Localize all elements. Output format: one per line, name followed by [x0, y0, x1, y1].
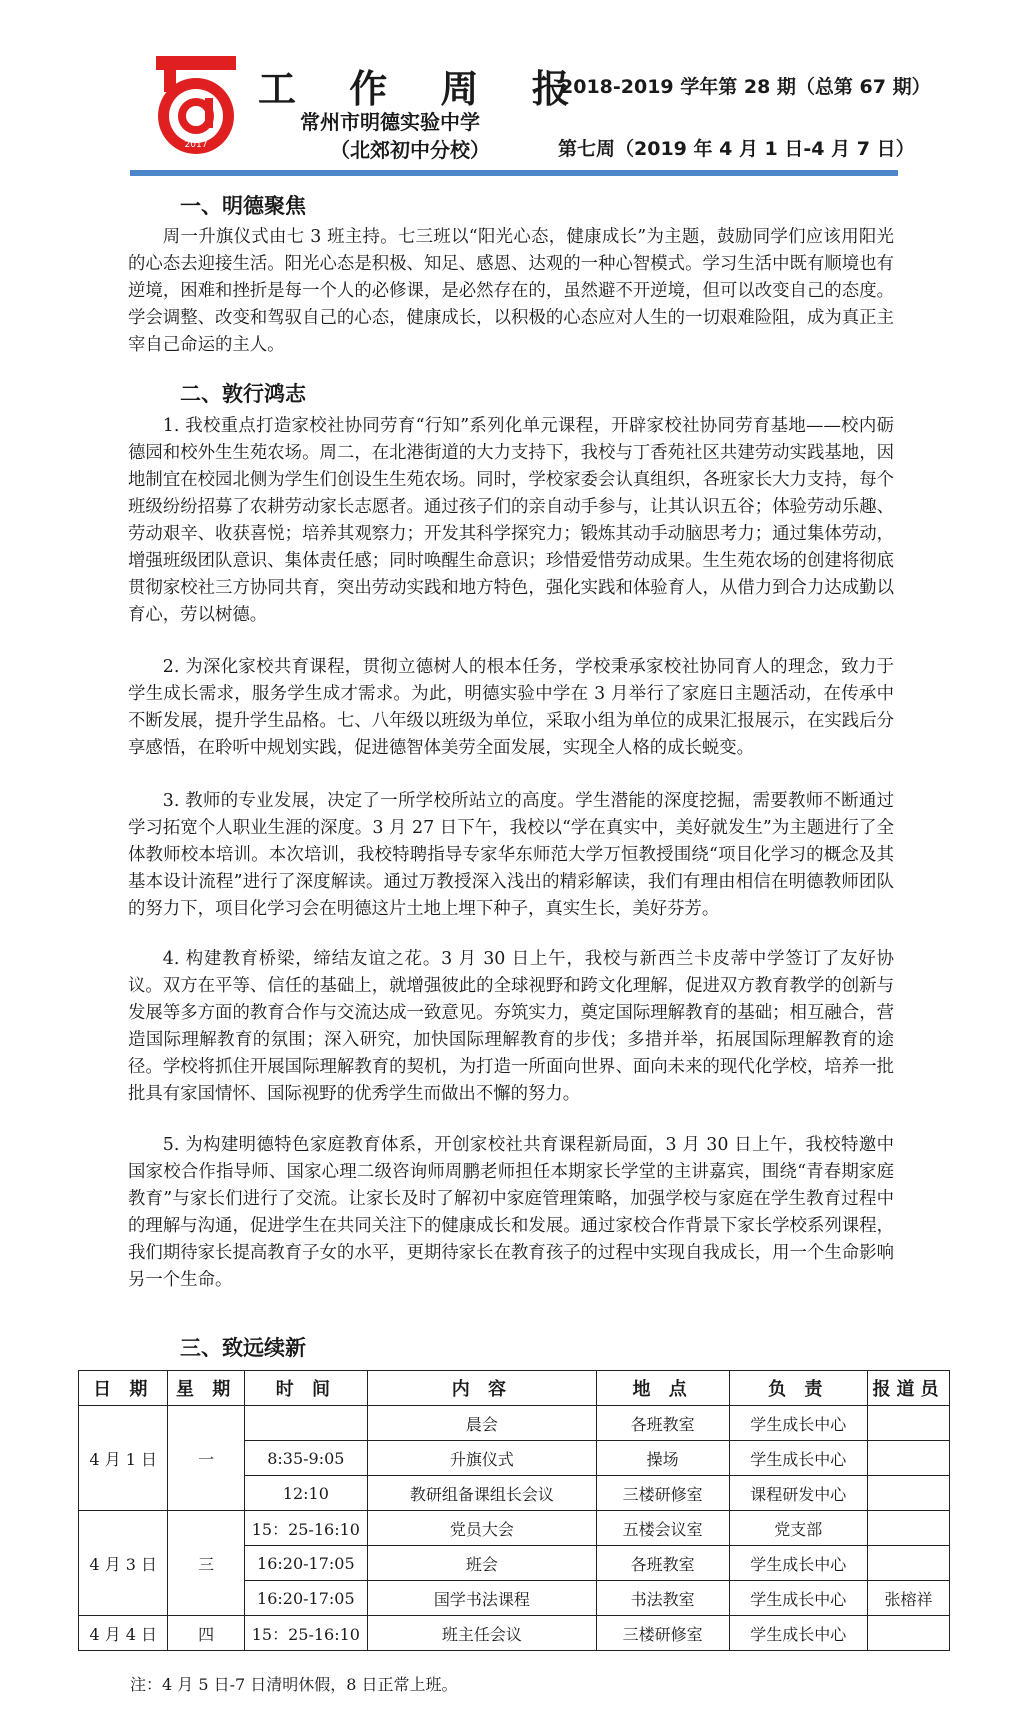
- cell-date: 4 月 3 日: [79, 1511, 168, 1616]
- logo-year: 2017: [184, 140, 208, 150]
- school-logo: [150, 52, 242, 164]
- cell-reporter: [868, 1406, 950, 1441]
- cell-owner: 课程研发中心: [729, 1476, 867, 1511]
- table-row: [79, 1616, 950, 1651]
- report-title: 工 作 周 报: [258, 67, 590, 111]
- col-reporter: 报道员: [868, 1371, 950, 1406]
- section-action-paragraph-4: 4. 构建教育桥梁，缔结友谊之花。3 月 30 日上午，我校与新西兰卡皮蒂中学签订了友好协议。双方在平等、信任的基础上，就增强彼此的全球视野和跨文化理解，促进双方教育教学的创新与发展等多方面的教育合作与交流达成一致意见。夯筑实力，奠定国际理解教育的基础；相互融合，营造国际理解教育的氛围；深入研究，加快国际理解教育的步伐；多措并举，拓展国际理解教育的途径。学校将抓住开展国际理解教育的契机，为打造一所面向世界、面向未来的现代化学校，培养一批批具有家国情怀、国际视野的优秀学生而做出不懈的努力。: [128, 949, 894, 1104]
- section-action-paragraph-3: 3. 教师的专业发展，决定了一所学校所站立的高度。学生潜能的深度挖掘，需要教师不断通过学习拓宽个人职业生涯的深度。3 月 27 日下午，我校以“学在真实中，美好就发生”为主题进行了全体教师校本培训。本次培训，我校特聘指导专家华东师范大学万恒教授围绕“项目化学习的概念及其基本设计流程”进行了深度解读。通过万教授深入浅出的精彩解读，我们有理由相信在明德教师团队的努力下，项目化学习会在明德这片土地上埋下种子，真实生长，美好芬芳。: [128, 791, 894, 919]
- cell-place: 三楼研修室: [596, 1476, 729, 1511]
- header-divider: [130, 170, 898, 176]
- cell-content: 国学书法课程: [367, 1581, 596, 1616]
- col-date: 日 期: [79, 1371, 168, 1406]
- cell-content: 晨会: [367, 1406, 596, 1441]
- cell-weekday: 一: [168, 1406, 244, 1511]
- cell-date: 4 月 4 日: [79, 1616, 168, 1651]
- cell-owner: 学生成长中心: [729, 1616, 867, 1651]
- cell-reporter: [868, 1511, 950, 1546]
- cell-owner: 学生成长中心: [729, 1441, 867, 1476]
- schedule-header-row: [79, 1371, 950, 1406]
- cell-weekday: 四: [168, 1616, 244, 1651]
- cell-content: 教研组备课组长会议: [367, 1476, 596, 1511]
- schedule-table: [78, 1370, 950, 1651]
- cell-place: 书法教室: [596, 1581, 729, 1616]
- cell-time: 8:35-9:05: [244, 1441, 367, 1476]
- section-action-paragraph-5: 5. 为构建明德特色家庭教育体系，开创家校社共育课程新局面，3 月 30 日上午，我校特邀中国家校合作指导师、国家心理二级咨询师周鹏老师担任本期家长学堂的主讲嘉宾，围绕“青春期家庭教育”与家长们进行了交流。让家长及时了解初中家庭管理策略，加强学校与家庭在学生教育过程中的理解与沟通，促进学生在共同关注下的健康成长和发展。通过家校合作背景下家长学校系列课程，我们期待家长提高教育子女的水平，更期待家长在教育孩子的过程中实现自我成长，用一个生命影响另一个生命。: [128, 1135, 894, 1290]
- cell-place: 各班教室: [596, 1406, 729, 1441]
- cell-time: 16:20-17:05: [244, 1581, 367, 1616]
- cell-content: 班主任会议: [367, 1616, 596, 1651]
- col-content: 内 容: [367, 1371, 596, 1406]
- table-row: [79, 1511, 950, 1546]
- col-time: 时 间: [244, 1371, 367, 1406]
- cell-reporter: [868, 1441, 950, 1476]
- cell-owner: 党支部: [729, 1511, 867, 1546]
- col-weekday: 星 期: [168, 1371, 244, 1406]
- cell-owner: 学生成长中心: [729, 1546, 867, 1581]
- cell-time: 15：25-16:10: [244, 1511, 367, 1546]
- cell-content: 班会: [367, 1546, 596, 1581]
- cell-weekday: 三: [168, 1511, 244, 1616]
- holiday-note: 注：4 月 5 日-7 日清明休假，8 日正常上班。: [130, 1675, 458, 1694]
- cell-owner: 学生成长中心: [729, 1406, 867, 1441]
- cell-time: 12:10: [244, 1476, 367, 1511]
- cell-place: 操场: [596, 1441, 729, 1476]
- cell-reporter: [868, 1546, 950, 1581]
- col-owner: 负 责: [729, 1371, 867, 1406]
- cell-reporter: 张榕祥: [868, 1581, 950, 1616]
- cell-place: 三楼研修室: [596, 1616, 729, 1651]
- cell-owner: 学生成长中心: [729, 1581, 867, 1616]
- branch-name: （北郊初中分校）: [330, 138, 490, 162]
- col-place: 地 点: [596, 1371, 729, 1406]
- cell-reporter: [868, 1616, 950, 1651]
- cell-place: 各班教室: [596, 1546, 729, 1581]
- section-action-paragraph-1: 1. 我校重点打造家校社协同劳育“行知”系列化单元课程，开辟家校社协同劳育基地——校内砺德园和校外生生苑农场。周二，在北港街道的大力支持下，我校与丁香苑社区共建劳动实践基地，因地制宜在校园北侧为学生们创设生生苑农场。同时，学校家委会认真组织，各班家长大力支持，每个班级纷纷招募了农耕劳动家长志愿者。通过孩子们的亲自动手参与，让其认识五谷；体验劳动乐趣、劳动艰辛、收获喜悦；培养其观察力；开发其科学探究力；锻炼其动手动脑思考力；通过集体劳动，增强班级团队意识、集体责任感；同时唤醒生命意识；珍惜爱惜劳动成果。生生苑农场的创建将彻底贯彻家校社三方协同共育，突出劳动实践和地方特色，强化实践和体验育人，从借力到合力达成勤以育心，劳以树德。: [128, 416, 894, 625]
- cell-content: 升旗仪式: [367, 1441, 596, 1476]
- section-heading-action: 二、敦行鸿志: [180, 382, 306, 406]
- school-name: 常州市明德实验中学: [300, 110, 480, 134]
- section-action-paragraph-2: 2. 为深化家校共育课程，贯彻立德树人的根本任务，学校秉承家校社协同育人的理念，致力于学生成长需求，服务学生成才需求。为此，明德实验中学在 3 月举行了家庭日主题活动，在传承中不断发展，提升学生品格。七、八年级以班级为单位，采取小组为单位的成果汇报展示，在实践后分享感悟，在聆听中规划实践，促进德智体美劳全面发展，实现全人格的成长蜕变。: [128, 657, 894, 758]
- section-heading-focus: 一、明德聚焦: [180, 194, 306, 218]
- cell-place: 五楼会议室: [596, 1511, 729, 1546]
- table-row: [79, 1406, 950, 1441]
- cell-time: [244, 1406, 367, 1441]
- cell-time: 15：25-16:10: [244, 1616, 367, 1651]
- week-range: 第七周（2019 年 4 月 1 日-4 月 7 日）: [558, 138, 915, 160]
- cell-content: 党员大会: [367, 1511, 596, 1546]
- section-heading-schedule: 三、致远续新: [180, 1336, 306, 1360]
- issue-number: 2018-2019 学年第 28 期（总第 67 期）: [560, 76, 931, 98]
- cell-reporter: [868, 1476, 950, 1511]
- section-focus-paragraph: 周一升旗仪式由七 3 班主持。七三班以“阳光心态，健康成长”为主题，鼓励同学们应该用阳光的心态去迎接生活。阳光心态是积极、知足、感恩、达观的一种心智模式。学习生活中既有顺境也有逆境，困难和挫折是每一个人的必修课，是必然存在的，虽然避不开逆境，但可以改变自己的态度。学会调整、改变和驾驭自己的心态，健康成长，以积极的心态应对人生的一切艰难险阻，成为真正主宰自己命运的主人。: [128, 227, 894, 355]
- cell-time: 16:20-17:05: [244, 1546, 367, 1581]
- cell-date: 4 月 1 日: [79, 1406, 168, 1511]
